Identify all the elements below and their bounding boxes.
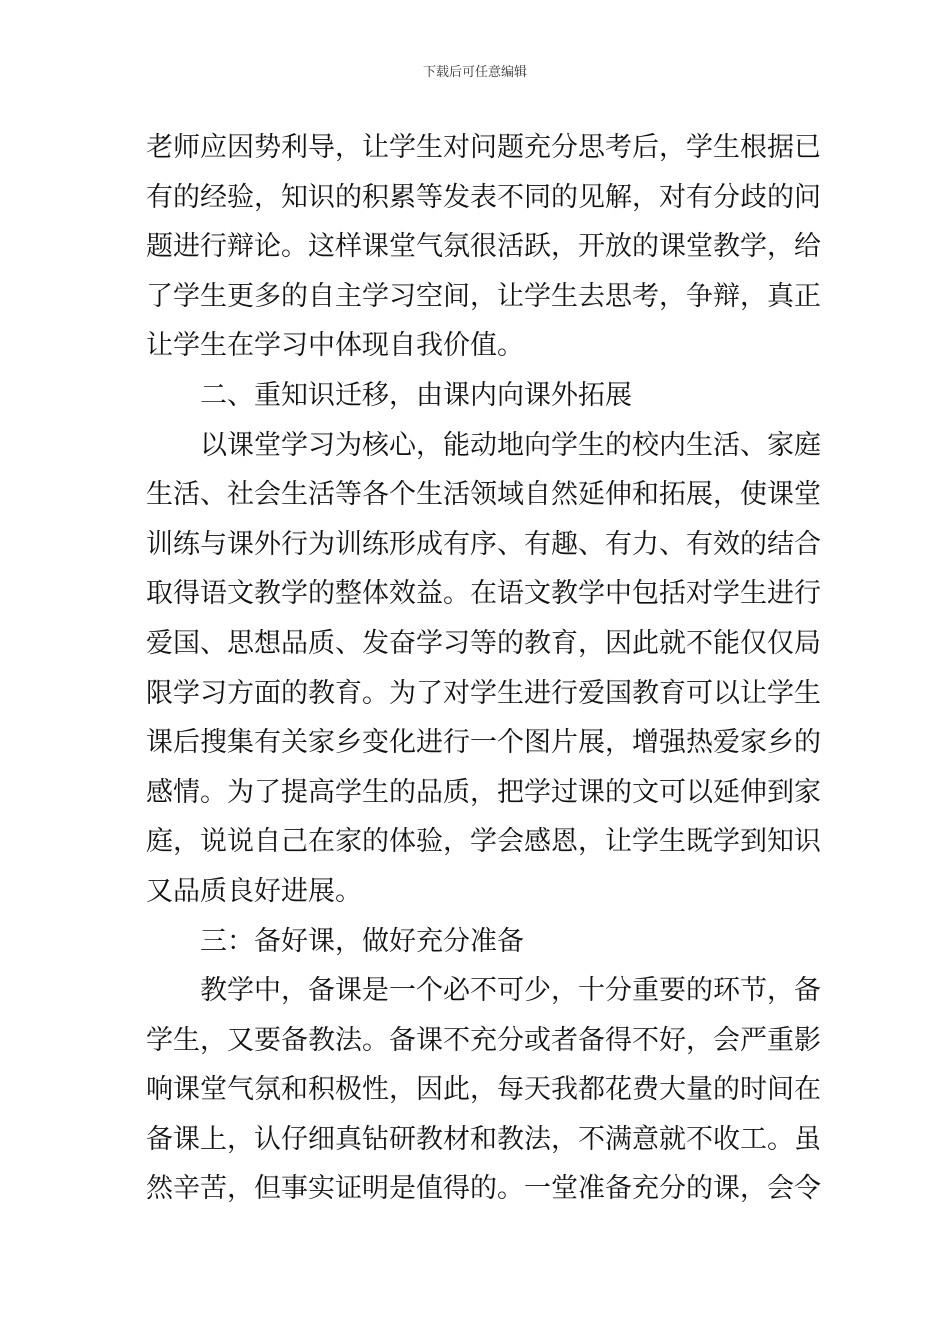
text-line: 了学生更多的自主学习空间，让学生去思考，争辩，真正 xyxy=(146,280,821,312)
text-line: 生活、社会生活等各个生活领域自然延伸和拓展，使课堂 xyxy=(146,479,821,511)
text-line: 又品质良好进展。 xyxy=(146,875,362,907)
text-line: 然辛苦，但事实证明是值得的。一堂准备充分的课，会令 xyxy=(146,1173,821,1205)
text-line: 老师应因势利导，让学生对问题充分思考后，学生根据已 xyxy=(146,132,821,163)
text-line: 感情。为了提高学生的品质，把学过课的文可以延伸到家 xyxy=(146,776,821,808)
text-line: 备课上，认仔细真钻研教材和教法，不满意就不收工。虽 xyxy=(146,1123,821,1155)
text-line: 训练与课外行为训练形成有序、有趣、有力、有效的结合 xyxy=(146,528,821,560)
text-line: 响课堂气氛和积极性，因此，每天我都花费大量的时间在 xyxy=(146,1074,821,1106)
text-line: 以课堂学习为核心，能动地向学生的校内生活、家庭 xyxy=(200,429,821,461)
page-header: 下载后可任意编辑 xyxy=(422,65,527,80)
document-body xyxy=(146,123,821,1214)
text-line: 庭，说说自己在家的体验，学会感恩，让学生既学到知识 xyxy=(146,826,821,858)
text-line: 课后搜集有关家乡变化进行一个图片展，增强热爱家乡的 xyxy=(146,727,821,759)
text-line: 取得语文教学的整体效益。在语文教学中包括对学生进行 xyxy=(146,578,821,610)
text-line: 让学生在学习中体现自我价值。 xyxy=(146,330,524,362)
text-line: 题进行辩论。这样课堂气氛很活跃，开放的课堂教学，给 xyxy=(146,231,821,263)
text-line: 有的经验，知识的积累等发表不同的见解，对有分歧的问 xyxy=(146,181,821,213)
text-line: 限学习方面的教育。为了对学生进行爱国教育可以让学生 xyxy=(146,677,821,709)
section-heading: 三：备好课，做好充分准备 xyxy=(200,925,524,957)
section-heading: 二、重知识迁移，由课内向课外拓展 xyxy=(200,379,632,411)
text-line: 教学中，备课是一个必不可少，十分重要的环节，备 xyxy=(200,975,821,1007)
text-line: 学生，又要备教法。备课不充分或者备得不好，会严重影 xyxy=(146,1024,821,1056)
text-line: 爱国、思想品质、发奋学习等的教育，因此就不能仅仅局 xyxy=(146,627,821,659)
